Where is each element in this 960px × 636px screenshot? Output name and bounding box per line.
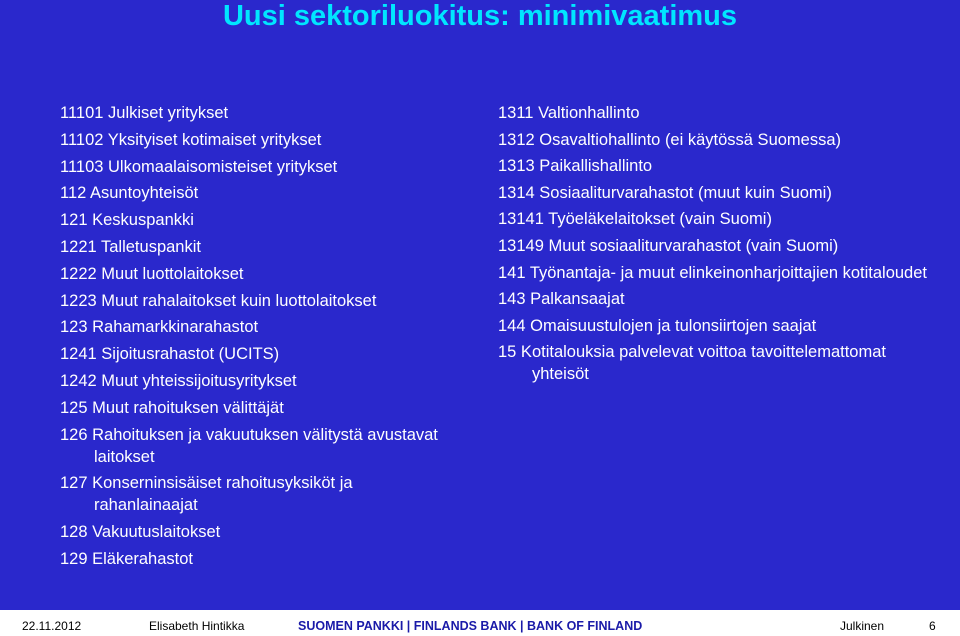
list-item: 15 Kotitalouksia palvelevat voittoa tavoittelemattomat yhteisöt	[498, 343, 886, 384]
list-item: 11102 Yksityiset kotimaiset yritykset	[60, 130, 322, 149]
slide-title: Uusi sektoriluokitus: minimivaatimus	[222, 0, 738, 32]
list-item: 127 Konserninsisäiset rahoitusyksiköt ja rahanlainaajat	[60, 474, 353, 515]
list-item: 1242 Muut yhteissijoitusyritykset	[60, 371, 297, 390]
list-item: 1314 Sosiaaliturvarahastot (muut kuin Suomi)	[498, 183, 832, 202]
footer-page-number: 6	[929, 619, 936, 633]
list-item: 1311 Valtionhallinto	[498, 104, 640, 122]
list-item: 144 Omaisuustulojen ja tulonsiirtojen saajat	[498, 316, 817, 335]
right-column-list	[498, 102, 938, 390]
list-item: 141 Työnantaja- ja muut elinkeinonharjoittajien kotitaloudet	[498, 263, 927, 282]
list-item: 11103 Ulkomaalaisomisteiset yritykset	[60, 157, 338, 176]
list-item: 1221 Talletuspankit	[60, 237, 201, 256]
left-column-list	[60, 102, 460, 575]
list-item: 1312 Osavaltiohallinto (ei käytössä Suomessa)	[498, 130, 842, 149]
footer-classification: Julkinen	[840, 619, 885, 633]
list-item: 1241 Sijoitusrahastot (UCITS)	[60, 345, 280, 364]
footer-date: 22.11.2012	[22, 619, 82, 633]
list-item: 128 Vakuutuslaitokset	[60, 523, 221, 542]
list-item: 1313 Paikallishallinto	[498, 157, 653, 176]
footer-bank-name: SUOMEN PANKKI | FINLANDS BANK | BANK OF FINLAND	[298, 619, 643, 633]
list-item: 11101 Julkiset yritykset	[60, 104, 229, 122]
list-item: 13141 Työeläkelaitokset (vain Suomi)	[498, 210, 772, 229]
list-item: 13149 Muut sosiaaliturvarahastot (vain Suomi)	[498, 236, 839, 255]
list-item: 121 Keskuspankki	[60, 211, 194, 230]
list-item: 143 Palkansaajat	[498, 290, 625, 309]
list-item: 112 Asuntoyhteisöt	[60, 184, 199, 203]
list-item: 1223 Muut rahalaitokset kuin luottolaitokset	[60, 291, 377, 310]
list-item: 1222 Muut luottolaitokset	[60, 264, 244, 283]
footer	[0, 610, 960, 636]
list-item: 125 Muut rahoituksen välittäjät	[60, 398, 284, 417]
list-item: 123 Rahamarkkinarahastot	[60, 318, 259, 337]
footer-author: Elisabeth Hintikka	[149, 619, 245, 633]
list-item: 126 Rahoituksen ja vakuutuksen välitystä avustavat laitokset	[60, 425, 438, 466]
list-item: 129 Eläkerahastot	[60, 549, 194, 568]
